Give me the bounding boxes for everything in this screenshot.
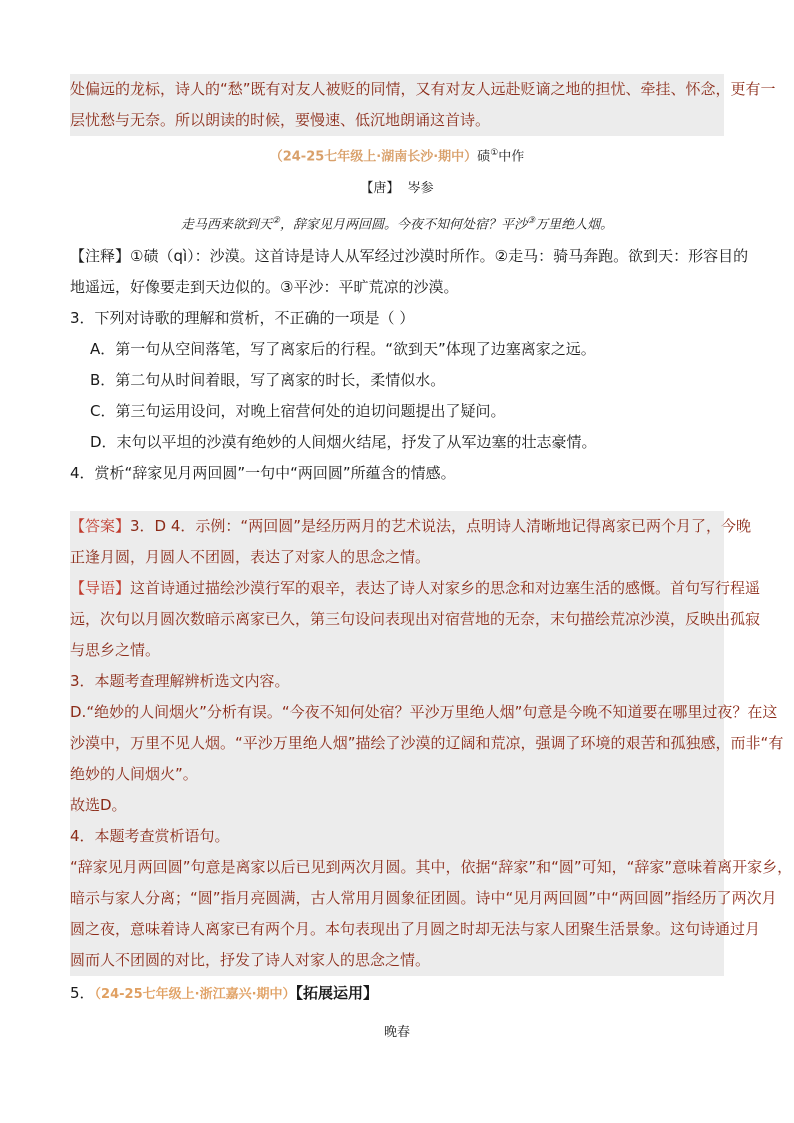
answer-tag: 【答案】 xyxy=(70,516,131,535)
analysis-head: 3．本题考查理解辨析选文内容。 xyxy=(70,671,290,690)
analysis-4 xyxy=(70,821,793,976)
section-tag: 【拓展运用】 xyxy=(295,983,379,1002)
guide-text: 这首诗通过描绘沙漠行军的艰辛，表达了诗人对家乡的思念和对边塞生活的感慨。首句写行程遥 xyxy=(130,578,761,597)
text-line: D.“绝妙的人间烟火”分析有误。“今夜不知何处宿？平沙万里绝人烟”句意是今晚不知道要在哪里过夜？在这 xyxy=(70,702,778,721)
text-line: 绝妙的人间烟火”。 xyxy=(70,764,198,783)
text-line: 圆而人不团圆的对比，抒发了诗人对家人的思念之情。 xyxy=(70,950,431,969)
text-line: 暗示与家人分离；“圆”指月亮圆满，古人常用月圆象征团圆。诗中“见月两回圆”中“两回圆”指经历了两次月 xyxy=(70,888,777,907)
text-line: 处偏远的龙标，诗人的“愁”既有对友人被贬的同情，又有对友人远赴贬谪之地的担忧、牵挂、怀念，更有一 xyxy=(70,80,776,98)
poem-title-text: 中作 xyxy=(498,149,525,165)
guide-section xyxy=(70,573,761,666)
text-line: 【注释】①碛（qì）：沙漠。这首诗是诗人从军经过沙漠时所作。②走马：骑马奔跑。欲到天：形容目的 xyxy=(70,246,749,265)
option-a: A．第一句从空间落笔，写了离家后的行程。“欲到天”体现了边塞离家之远。 xyxy=(90,339,596,358)
text-line: 圆之夜，意味着诗人离家已有两个月。本句表现出了月圆之时却无法与家人团聚生活景象。这句诗通过月 xyxy=(70,919,761,938)
footnote-marker: ① xyxy=(490,148,499,158)
text-line: 远，次句以月圆次数暗示离家已久，第三句设问表现出对宿营地的无奈，末句描绘荒凉沙漠，反映出孤寂 xyxy=(70,609,761,628)
question-stem: 3．下列对诗歌的理解和赏析，不正确的一项是（ ） xyxy=(70,308,415,327)
option-c: C．第三句运用设问，对晚上宿营何处的迫切问题提出了疑问。 xyxy=(90,401,506,420)
text-line xyxy=(70,573,761,604)
footnote-marker: ② xyxy=(271,216,280,227)
answer-section xyxy=(70,511,751,573)
notes-section xyxy=(70,241,749,303)
conclusion: 故选D。 xyxy=(70,795,127,814)
answer-text: 3．D 4．示例：“两回圆”是经历两月的艺术说法，点明诗人清晰地记得离家已两个月了，今晚 xyxy=(130,516,751,535)
text-line xyxy=(70,511,751,542)
question-4-stem: 4．赏析“辞家见月两回圆”一句中“两回圆”所蕴含的情感。 xyxy=(70,463,456,482)
text-line: 与思乡之情。 xyxy=(70,640,161,659)
source-meta: （24-25七年级上·湖南长沙·期中） xyxy=(269,149,478,165)
text-line: 正逢月圆，月圆人不团圆，表达了对家人的思念之情。 xyxy=(70,547,431,566)
analysis-head: 4．本题考查赏析语句。 xyxy=(70,826,230,845)
footnote-marker: ③ xyxy=(527,216,536,227)
text-line: 地遥远，好像要走到天边似的。③平沙：平旷荒凉的沙漠。 xyxy=(70,277,459,296)
question-5-header xyxy=(70,978,724,1010)
next-poem-title: 晚春 xyxy=(383,1024,410,1040)
poem-title-text: 碛 xyxy=(477,149,491,165)
option-d: D．末句以平坦的沙漠有绝妙的人间烟火结尾，抒发了从军边塞的壮志豪情。 xyxy=(90,432,597,451)
poem-source xyxy=(70,138,724,172)
author-name: 岑参 xyxy=(407,181,434,197)
guide-tag: 【导语】 xyxy=(70,578,131,597)
text-line: “辞家见月两回圆”句意是离家以后已见到两次月圆。其中，依据“辞家”和“圆”可知，“辞家”意味着离开家乡， xyxy=(70,857,793,876)
poem-text: ，辞家见月两回圆。今夜不知何处宿？平沙 xyxy=(279,217,527,233)
question-number: 5． xyxy=(70,983,95,1002)
poem-text: 走马西来欲到天 xyxy=(180,217,272,233)
text-line: 沙漠中，万里不见人烟。“平沙万里绝人烟”描绘了沙漠的辽阔和荒凉，强调了环境的艰苦和孤独感，而非“有 xyxy=(70,733,784,752)
text-line: 层忧愁与无奈。所以朗读的时候，要慢速、低沉地朗诵这首诗。 xyxy=(70,111,491,129)
poem-body xyxy=(70,206,724,240)
question-3 xyxy=(70,303,724,458)
poem-text: 万里绝人烟。 xyxy=(535,217,614,233)
poem-author xyxy=(70,172,724,206)
dynasty-label: 【唐】 xyxy=(360,181,400,197)
option-b: B．第二句从时间着眼，写了离家的时长，柔情似水。 xyxy=(90,370,446,389)
top-paragraph xyxy=(70,74,776,136)
source-meta: （24-25七年级上·浙江嘉兴·期中） xyxy=(94,986,296,1002)
document-page xyxy=(70,74,793,1050)
analysis-3 xyxy=(70,666,784,821)
